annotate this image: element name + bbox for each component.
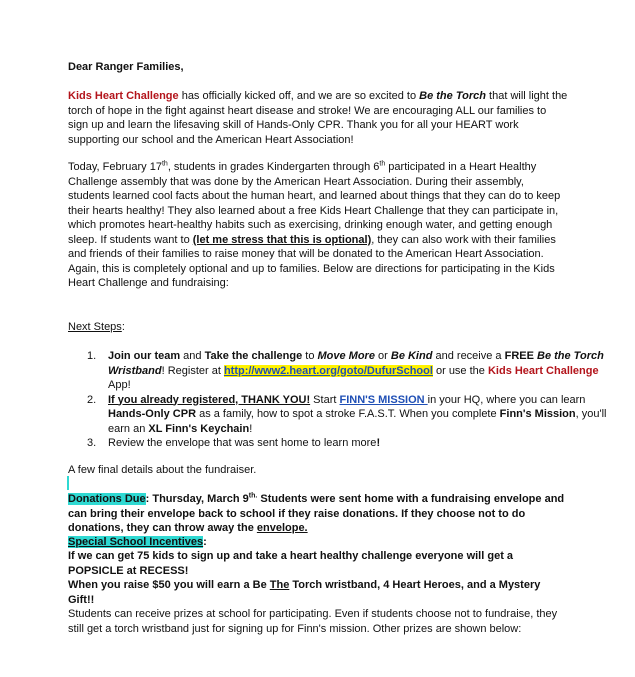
finns-mission-link[interactable]: FINN'S MISSION xyxy=(339,393,428,406)
list-item: 3. Review the envelope that was sent home to learn more! xyxy=(87,437,381,449)
incentives-label: Special School Incentives xyxy=(68,536,204,548)
list-item: 1. Join our team and Take the challenge to Move More or Be Kind and receive a FREE Be the Torch Wristband! Register at http://www2.heart.org/goto/DufurSchool or use the Kids Heart Challenge App! xyxy=(87,350,604,391)
closing-paragraph: Students can receive prizes at school for participating. Even if students choose not to fundraise, they still get a torch wristband just for signing up for Finn's mission. Other prizes are shown below: xyxy=(68,608,558,635)
donations-due-paragraph: Donations Due: Thursday, March $9^{th.}$ Students were sent home with a fundraising envelope and can bring their envelope back to school if they raise donations. If they choose not to do donations, they can throw away the envelope. xyxy=(68,492,565,534)
assembly-paragraph: Today, February 17th, students in grades Kindergarten through 6th participated in a Heart Healthy Challenge assembly that was done by the American Heart Association. During their assembly, students learned cool facts about the human heart, and learned about things that they can do to keep their hearts healthy! They also learned about a free Kids Heart Challenge that they can participate in, which promotes heart-healthy habits such as exercising, drinking enough water, and getting enough sleep. If students want to (let me stress that this is optional), they can also work with their families and friends of their families to raise money that will be donated to the American Heart Association. Again, this is completely optional and up to families. Below are directions for participating in the Kids Heart Challenge and fundraising: xyxy=(68,160,561,289)
text-cursor xyxy=(67,476,69,490)
incentive-popsicle: If we can get 75 kids to sign up and take a heart healthy challenge everyone will get a POPSICLE at RECESS! xyxy=(68,550,514,577)
steps-list xyxy=(68,349,608,451)
incentives-heading: Special School Incentives: xyxy=(68,536,207,548)
optional-note: (let me stress that this is optional) xyxy=(192,233,372,246)
intro-paragraph: Kids Heart Challenge has officially kicked off, and we are so excited to Be the Torch that will light the torch of hope in the fight against heart disease and stroke! We are encouraging ALL our families to sign up and learn the lifesaving skill of Hands-Only CPR. Thank you for all your HEART work supporting our school and the American Heart Association! xyxy=(68,90,568,146)
incentive-fifty-dollars: When you raise $50 you will earn a Be The Torch wristband, 4 Heart Heroes, and a Mystery Gift!! xyxy=(68,579,541,606)
final-details-line: A few final details about the fundraiser. xyxy=(68,464,257,476)
donations-due-label: Donations Due xyxy=(68,493,146,505)
greeting: Dear Ranger Families, xyxy=(68,61,184,73)
list-item: 2. If you already registered, THANK YOU! Start FINN'S MISSION in your HQ, where you can learn Hands-Only CPR as a family, how to spot a stroke F.A.S.T. When you complete Finn's Mission, you'll earn an XL Finn's Keychain! xyxy=(87,393,607,435)
next-steps-heading: Next Steps: xyxy=(68,321,125,333)
brand-name: Kids Heart Challenge xyxy=(68,90,179,102)
register-link[interactable]: http://www2.heart.org/goto/DufurSchool xyxy=(223,364,433,377)
